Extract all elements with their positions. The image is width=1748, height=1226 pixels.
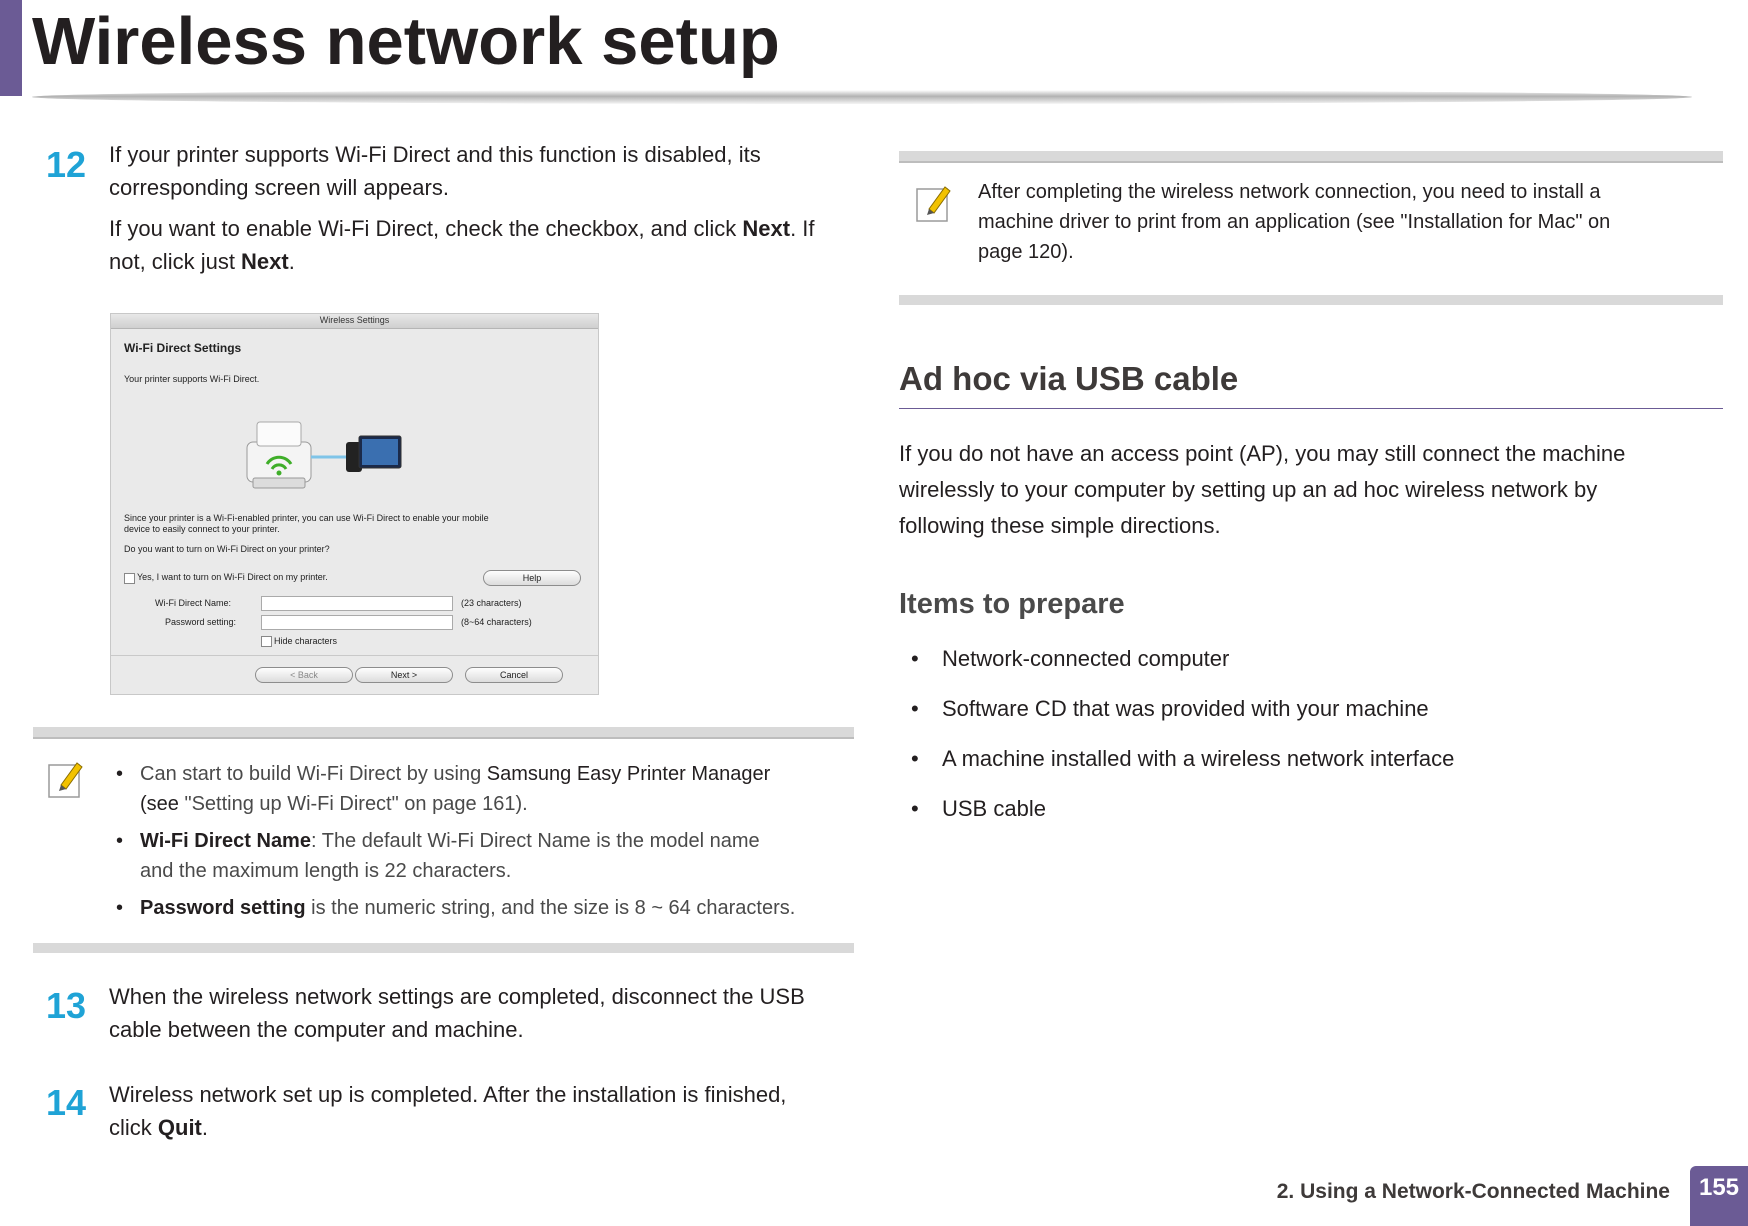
- text-run: . If: [790, 216, 815, 241]
- paragraph-line: If you do not have an access point (AP), you may still connect the machine: [899, 441, 1626, 466]
- note-line: [140, 759, 856, 789]
- wifi-direct-checkbox[interactable]: [124, 573, 135, 584]
- cancel-button[interactable]: Cancel: [465, 667, 563, 683]
- text-run: is the numeric string, and the size is 8 ~ 64 characters.: [305, 897, 796, 919]
- window-title: Wireless Settings: [319, 315, 390, 325]
- screenshot-divider: [111, 655, 598, 656]
- list-item: Software CD that was provided with your machine: [942, 696, 1429, 721]
- app-name: Samsung Easy Printer Manager: [486, 763, 771, 785]
- screenshot-question: Do you want to turn on Wi-Fi Direct on your printer?: [124, 544, 330, 554]
- screenshot-subheading: Your printer supports Wi-Fi Direct.: [124, 374, 260, 384]
- list-item: A machine installed with a wireless network interface: [942, 746, 1455, 771]
- note-line: After completing the wireless network connection, you need to install a: [978, 181, 1601, 203]
- bullet-dot: •: [116, 830, 124, 852]
- section-divider: [899, 408, 1723, 409]
- name-length-hint: (23 characters): [461, 598, 522, 608]
- step-text-line: [109, 245, 859, 278]
- pencil-note-icon: [915, 183, 955, 225]
- term: Password setting: [140, 897, 306, 919]
- next-keyword: Next: [241, 249, 289, 274]
- term: Wi-Fi Direct Name: [140, 830, 311, 852]
- pencil-note-icon: [47, 759, 87, 801]
- text-run: If you want to enable Wi-Fi Direct, check the checkbox, and click: [109, 216, 743, 241]
- text-run: not, click just: [109, 249, 242, 274]
- bullet-dot: •: [116, 897, 124, 919]
- text-run: Can start to build Wi-Fi Direct by using: [140, 763, 487, 785]
- next-button[interactable]: Next >: [355, 667, 453, 683]
- note-content: [978, 177, 1718, 267]
- note-box: [899, 151, 1723, 305]
- note-bullet: [116, 826, 856, 886]
- header-accent-bar: [0, 0, 22, 96]
- step-text-line: Wireless network set up is completed. After the installation is finished,: [109, 1082, 787, 1107]
- note-line: page 120).: [978, 241, 1074, 263]
- next-keyword: Next: [742, 216, 791, 241]
- step-number: 12: [45, 144, 86, 185]
- list-item: Network-connected computer: [942, 646, 1230, 671]
- paragraph-line: wirelessly to your computer by setting up an ad hoc wireless network by: [899, 477, 1598, 502]
- password-input[interactable]: [261, 615, 453, 630]
- text-run: click: [109, 1115, 158, 1140]
- step-text-line: [109, 212, 859, 245]
- hide-characters-checkbox[interactable]: [261, 636, 272, 647]
- password-label: Password setting:: [165, 617, 237, 627]
- step-number: 14: [45, 1082, 86, 1123]
- note-bullet: [116, 893, 856, 923]
- text-run: .: [201, 1115, 209, 1140]
- step-text-line: When the wireless network settings are completed, disconnect the USB: [109, 984, 805, 1009]
- page-number-badge: 155: [1690, 1166, 1748, 1226]
- screenshot-heading: Wi-Fi Direct Settings: [124, 341, 242, 355]
- text-run: (see: [140, 793, 185, 815]
- step-14-text: [109, 1078, 859, 1144]
- section-paragraph: [899, 436, 1729, 544]
- step-text-line: [109, 1111, 859, 1144]
- step-12-text: [109, 138, 859, 278]
- subsection-title: Items to prepare: [899, 588, 1125, 620]
- note-line: [140, 826, 856, 856]
- footer-chapter-title: 2. Using a Network-Connected Machine: [1276, 1180, 1670, 1203]
- text-run: : The default Wi-Fi Direct Name is the model name: [310, 830, 760, 852]
- wifi-direct-name-label: Wi-Fi Direct Name:: [155, 598, 231, 608]
- password-length-hint: (8~64 characters): [461, 617, 532, 627]
- note-bullet: [116, 759, 856, 819]
- note-line: [140, 893, 856, 923]
- step-13-text: [109, 980, 859, 1046]
- printer-wifi-phone-illustration: [229, 412, 429, 502]
- bullet-dot: •: [911, 646, 919, 671]
- note-line: machine driver to print from an application (see "Installation for Mac" on: [978, 211, 1611, 233]
- note-box: [33, 727, 854, 953]
- section-title: Ad hoc via USB cable: [899, 360, 1239, 397]
- paragraph-line: following these simple directions.: [899, 513, 1221, 538]
- note-line: [140, 789, 856, 819]
- screenshot-description-line: device to easily connect to your printer.: [124, 524, 280, 534]
- list-item: USB cable: [942, 796, 1046, 821]
- bullet-dot: •: [116, 763, 124, 785]
- step-text-line: corresponding screen will appears.: [109, 175, 449, 200]
- help-button[interactable]: Help: [483, 570, 581, 586]
- screenshot-description-line: Since your printer is a Wi-Fi-enabled printer, you can use Wi-Fi Direct to enable your mobile: [124, 513, 489, 523]
- page-title: Wireless network setup: [32, 4, 780, 79]
- step-text-line: If your printer supports Wi-Fi Direct and this function is disabled, its: [109, 142, 761, 167]
- bullet-dot: •: [911, 796, 919, 821]
- wifi-direct-name-input[interactable]: [261, 596, 453, 611]
- note-content: [116, 759, 856, 930]
- cross-reference-link[interactable]: "Setting up Wi-Fi Direct" on page 161).: [184, 793, 528, 815]
- wifi-direct-settings-screenshot: [110, 313, 599, 695]
- text-run: .: [288, 249, 295, 274]
- checkbox-label: Yes, I want to turn on Wi-Fi Direct on my printer.: [137, 572, 328, 582]
- hide-characters-label: Hide characters: [274, 636, 338, 646]
- bullet-dot: •: [911, 696, 919, 721]
- step-number: 13: [45, 985, 86, 1026]
- note-line: and the maximum length is 22 characters.: [140, 860, 512, 882]
- back-button[interactable]: < Back: [255, 667, 353, 683]
- window-titlebar: [111, 314, 598, 329]
- quit-keyword: Quit: [157, 1115, 202, 1140]
- step-text-line: cable between the computer and machine.: [109, 1017, 524, 1042]
- bullet-dot: •: [911, 746, 919, 771]
- title-divider: [32, 90, 1692, 104]
